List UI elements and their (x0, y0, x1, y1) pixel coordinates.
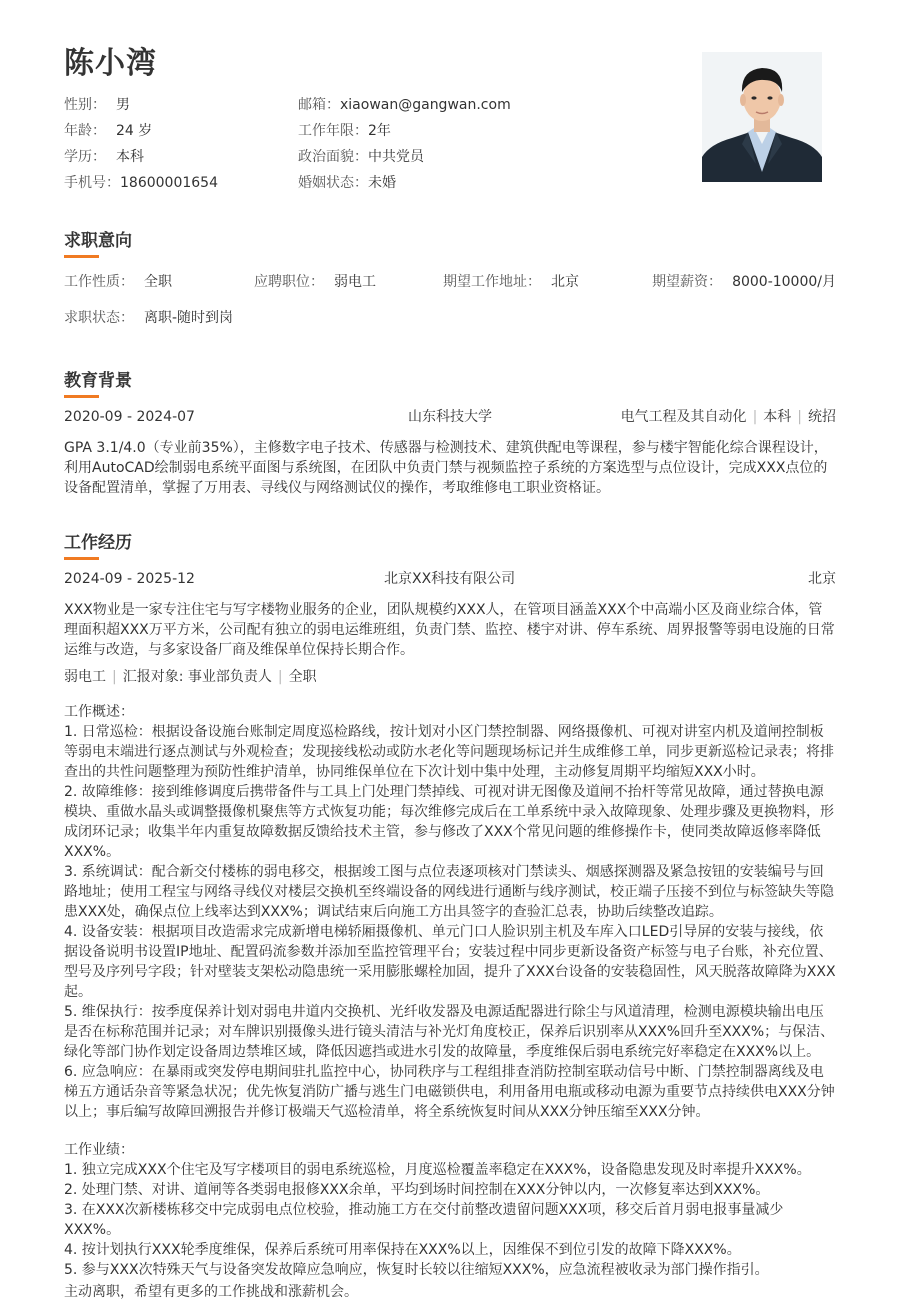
work-overview (64, 702, 836, 1122)
divider: | (797, 409, 802, 425)
work-header (64, 569, 836, 589)
info-label: 手机号： (64, 175, 120, 191)
work-results (64, 1140, 836, 1302)
overview-item: 1. 日常巡检：根据设备设施台账制定周度巡检路线，按计划对小区门禁控制器、网络摄像机、可视对讲室内机及道闸控制板等弱电末端进行逐点测试与外观检查；发现接线松动或防水老化等问题现场标记并生成维修工单，同步更新巡检记录表；将排查出的共性问题整理为预防性维护清单，协同维保单位在下次计划中集中处理，主动修复周期平均缩短XXX小时。 (64, 724, 834, 780)
overview-title: 工作概述： (64, 704, 134, 720)
overview-item: 4. 设备安装：根据项目改造需求完成新增电梯轿厢摄像机、单元门口人脸识别主机及车库入口LED引导屏的安装与接线，依据设备说明书设置IP地址、配置码流参数并添加至监控管理平台；安装过程中同步更新设备资产标签与电子台账，补充位置、型号及序列号字段；针对壁装支架松动隐患统一采用膨胀螺栓加固，提升了XXX台设备的安装稳固性，风天脱落故障降为XXX起。 (64, 924, 836, 1000)
job-status-row (64, 308, 836, 328)
info-row (64, 172, 624, 198)
info-value: 24 岁 (116, 123, 153, 139)
education-degree: 本科 (763, 409, 792, 425)
intent-label: 期望工作地址： (443, 274, 541, 290)
info-row (64, 146, 624, 172)
phone-value: 18600001654 (120, 175, 218, 191)
intent-value: 北京 (551, 274, 579, 290)
intent-item (64, 272, 172, 292)
intent-label: 期望薪资： (652, 274, 723, 290)
info-label: 年龄： (64, 123, 106, 139)
info-label: 政治面貌： (298, 149, 368, 165)
education-major: 电气工程及其自动化 (620, 409, 747, 425)
work-period: 2024-09 - 2025-12 (64, 571, 195, 587)
work-location: 北京 (808, 571, 836, 587)
intent-label: 应聘职位： (254, 274, 324, 290)
info-value: 男 (116, 97, 130, 113)
results-item: 4. 按计划执行XXX轮季度维保，保养后系统可用率保持在XXX%以上，因维保不到位引发的故障下降XXX%。 (64, 1242, 741, 1258)
results-item: 3. 在XXX次新楼栋移交中完成弱电点位校验，推动施工方在交付前整改遗留问题XXX项，移交后首月弱电报事量减少XXX%。 (64, 1202, 784, 1238)
info-value: 中共党员 (368, 149, 424, 165)
email-value[interactable]: xiaowan@gangwan.com (340, 97, 511, 113)
divider: | (112, 669, 117, 685)
results-item: 2. 处理门禁、对讲、道闸等各类弱电报修XXX余单，平均到场时间控制在XXX分钟以内，一次修复率达到XXX%。 (64, 1182, 770, 1198)
education-header (64, 407, 836, 427)
leave-reason: 主动离职，希望有更多的工作挑战和涨薪机会。 (64, 1284, 358, 1300)
info-value: 本科 (116, 149, 144, 165)
status-value: 离职-随时到岗 (144, 310, 234, 326)
intent-value: 弱电工 (334, 274, 376, 290)
results-item: 1. 独立完成XXX个住宅及写字楼项目的弱电系统巡检，月度巡检覆盖率稳定在XXX%，设备隐患发现及时率提升XXX%。 (64, 1162, 811, 1178)
intent-item (652, 272, 836, 292)
intent-label: 工作性质： (64, 274, 134, 290)
intent-item (443, 272, 579, 292)
intent-value: 全职 (144, 274, 172, 290)
info-label: 学历： (64, 149, 106, 165)
overview-item: 5. 维保执行：按季度保养计划对弱电井道内交换机、光纤收发器及电源适配器进行除尘与风道清理，检测电源模块输出电压是否在标称范围并记录；对车牌识别摄像头进行镜头清洁与补光灯角度校正，保养后识别率从XXX%回升至XXX%；与保洁、绿化等部门协作划定设备周边禁堆区域，降低因遮挡或进水引发的故障量，季度维保后弱电系统完好率稳定在XXX%以上。 (64, 1004, 835, 1060)
info-value: 未婚 (368, 175, 396, 191)
education-detail (621, 407, 836, 427)
work-job-type: 全职 (288, 669, 317, 685)
education-type: 统招 (808, 409, 836, 425)
info-label: 工作年限： (298, 123, 368, 139)
avatar (702, 52, 822, 182)
candidate-name: 陈小湾 (64, 46, 157, 81)
info-value: 2年 (368, 123, 391, 139)
intent-item (254, 272, 376, 292)
section-title-intent: 求职意向 (64, 231, 132, 251)
results-title: 工作业绩： (64, 1142, 134, 1158)
education-period: 2020-09 - 2024-07 (64, 409, 195, 425)
info-label: 性别： (64, 97, 106, 113)
portrait-image (702, 52, 822, 182)
info-row (64, 120, 624, 146)
company-description: XXX物业是一家专注住宅与写字楼物业服务的企业，团队规模约XXX人，在管项目涵盖XXX个中高端小区及商业综合体，管理面积超XXX万平方米，公司配有独立的弱电运维班组，负责门禁、监控、楼宇对讲、停车系统、周界报警等弱电设施的日常运维与改造，与多家设备厂商及维保单位保持长期合作。 (64, 602, 835, 658)
education-school: 山东科技大学 (408, 409, 492, 425)
education-description: GPA 3.1/4.0（专业前35%），主修数字电子技术、传感器与检测技术、建筑供配电等课程，参与楼宇智能化综合课程设计，利用AutoCAD绘制弱电系统平面图与系统图，在团队中负责门禁与视频监控子系统的方案选型与点位设计，完成XXX点位的设备配置清单，掌握了万用表、寻线仪与网络测试仪的操作，考取维修电工职业资格证。 (64, 440, 828, 496)
personal-info (64, 94, 624, 198)
status-label: 求职状态： (64, 310, 134, 326)
results-item: 5. 参与XXX次特殊天气与设备突发故障应急响应，恢复时长较以往缩短XXX%，应急流程被收录为部门操作指引。 (64, 1262, 769, 1278)
section-title-work: 工作经历 (64, 533, 132, 553)
overview-item: 3. 系统调试：配合新交付楼栋的弱电移交，根据竣工图与点位表逐项核对门禁读头、烟感探测器及紧急按钮的安装编号与回路地址；使用工程宝与网络寻线仪对楼层交换机至终端设备的网线进行通断与线序测试，校正端子压接不到位与标签缺失等隐患XXX处，确保点位上线率达到XXX%；调试结束后向施工方出具签字的查验汇总表，协助后续整改追踪。 (64, 864, 834, 920)
overview-item: 2. 故障维修：接到维修调度后携带备件与工具上门处理门禁掉线、可视对讲无图像及道闸不抬杆等常见故障，通过替换电源模块、重做水晶头或调整摄像机聚焦等方式恢复功能；每次维修完成后在工单系统中录入故障现象、处理步骤及更换物料，形成闭环记录；收集半年内重复故障数据反馈给技术主管，参与修改了XXX个常见问题的维修操作卡，使同类故障返修率降低XXX%。 (64, 784, 834, 860)
work-role: 弱电工 (64, 669, 106, 685)
section-title-education: 教育背景 (64, 371, 132, 391)
section-accent-bar (64, 395, 99, 398)
work-meta (64, 667, 836, 687)
work-report-to: 汇报对象: 事业部负责人 (122, 669, 272, 685)
section-accent-bar (64, 557, 99, 560)
overview-item: 6. 应急响应：在暴雨或突发停电期间驻扎监控中心，协同秩序与工程组排查消防控制室联动信号中断、门禁控制器离线及电梯五方通话杂音等紧急状况；优先恢复消防广播与逃生门电磁锁供电，利用备用电瓶或移动电源为重要节点持续供电XXX分钟以上；事后编写故障回溯报告并修订极端天气巡检清单，将全系统恢复时间从XXX分钟压缩至XXX分钟。 (64, 1064, 835, 1120)
intent-value: 8000-10000/月 (732, 274, 836, 290)
info-row (64, 94, 624, 120)
divider: | (277, 669, 283, 685)
work-company: 北京XX科技有限公司 (384, 571, 516, 587)
section-accent-bar (64, 255, 99, 258)
info-label: 婚姻状态： (298, 175, 368, 191)
divider: | (752, 409, 758, 425)
info-label: 邮箱： (298, 97, 340, 113)
